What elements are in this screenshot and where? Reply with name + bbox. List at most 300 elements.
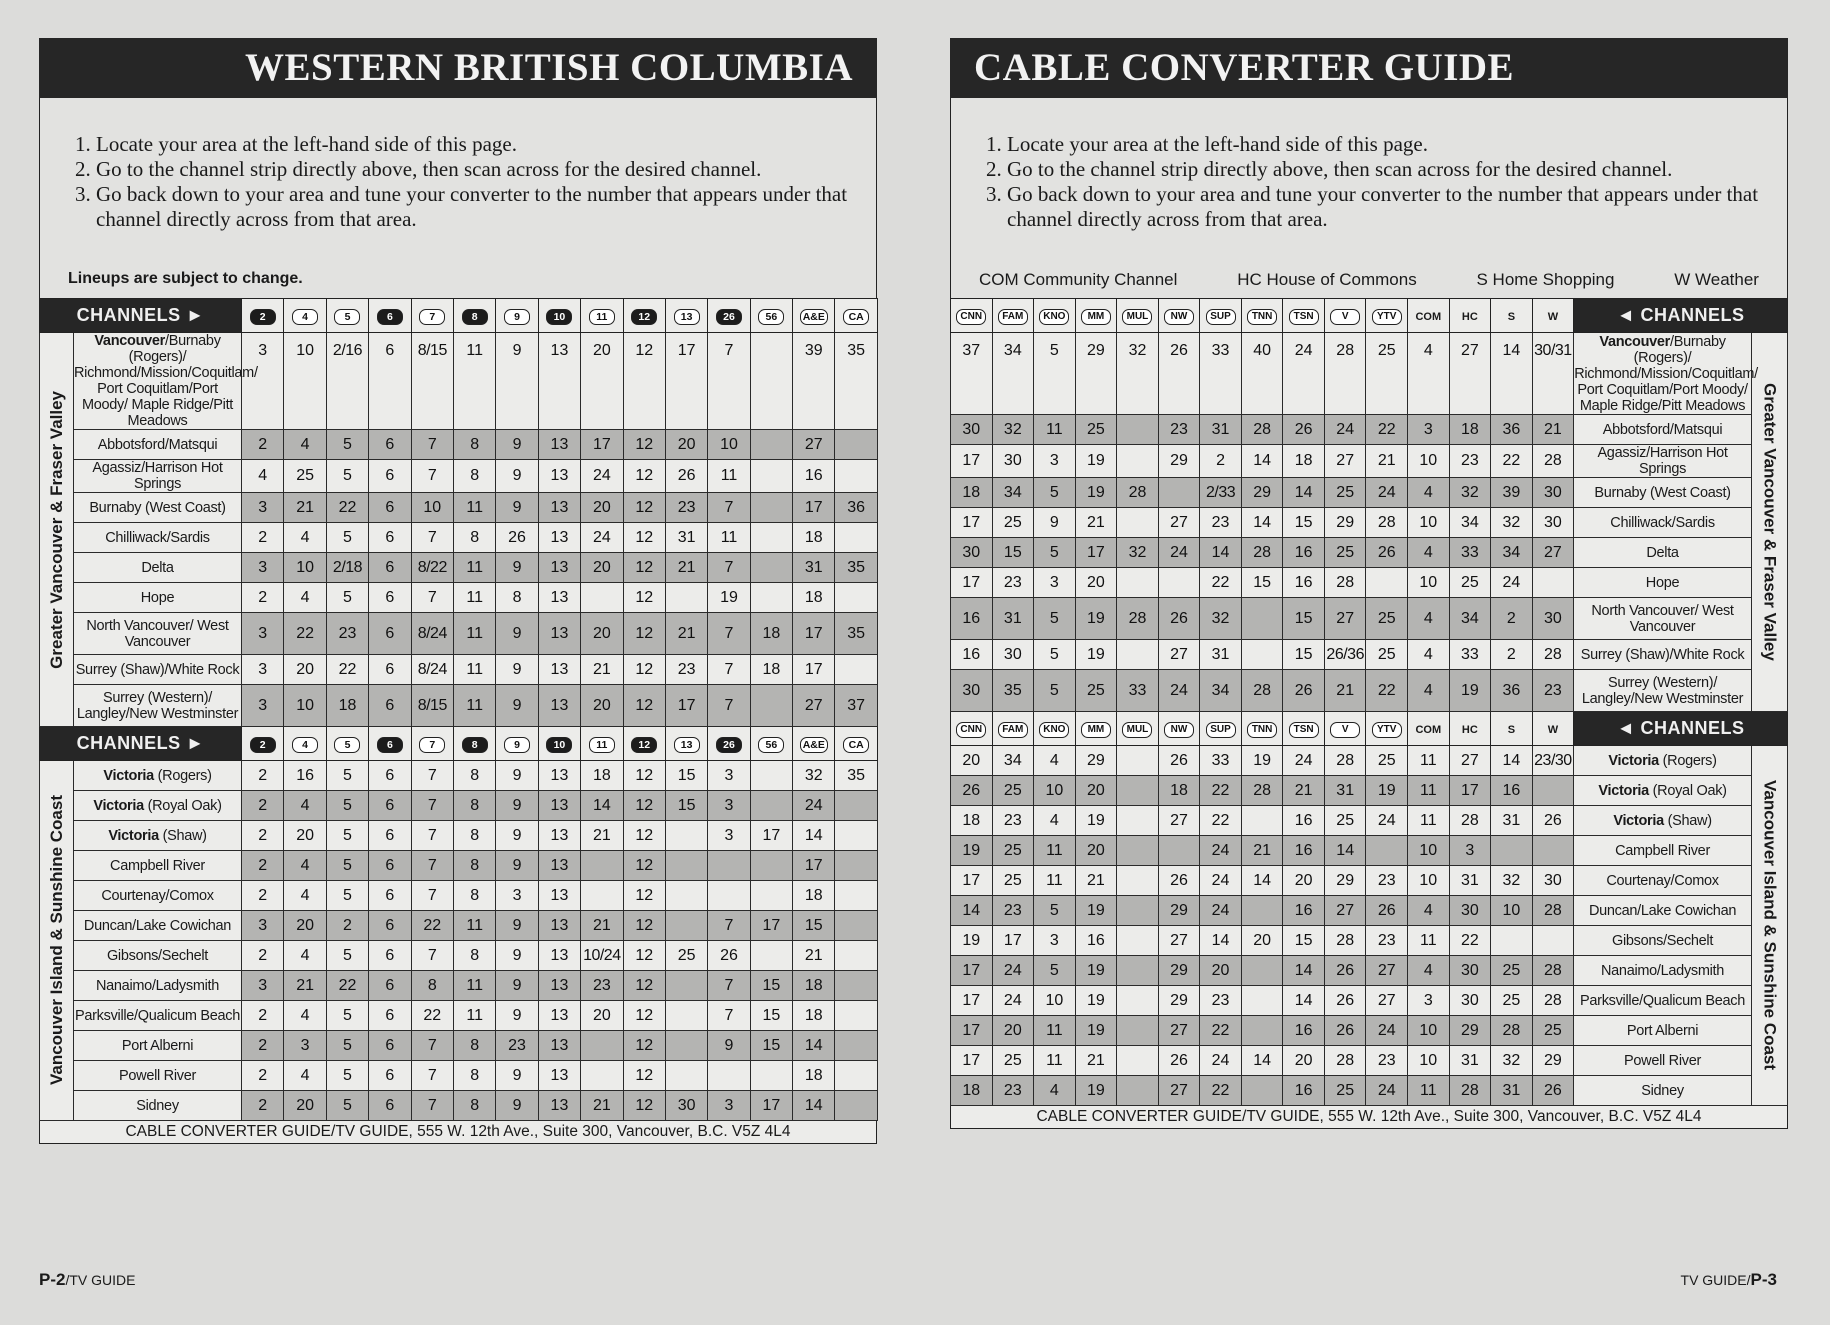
lineup-value-cell: 3 bbox=[242, 613, 284, 655]
lineup-value-cell: 3 bbox=[1034, 445, 1076, 478]
lineup-value-cell: 21 bbox=[1283, 776, 1325, 806]
area-name-cell: Parksville/Qualicum Beach bbox=[74, 1001, 242, 1031]
lineup-value-cell bbox=[750, 941, 792, 971]
lineup-value-cell: 23 bbox=[665, 655, 707, 685]
lineup-value-cell: 28 bbox=[1117, 598, 1159, 640]
lineup-value-cell: 2 bbox=[242, 791, 284, 821]
lineup-value-cell: 11 bbox=[453, 1001, 495, 1031]
table-row bbox=[951, 1016, 1788, 1046]
table-row bbox=[951, 746, 1788, 776]
lineup-value-cell: 2 bbox=[242, 761, 284, 791]
lineup-value-cell: 16 bbox=[1075, 926, 1117, 956]
lineup-value-cell: 5 bbox=[326, 523, 368, 553]
lineup-value-cell: 23/30 bbox=[1532, 746, 1574, 776]
lineup-value-cell: 4 bbox=[1408, 538, 1450, 568]
lineup-value-cell: 11 bbox=[1408, 776, 1450, 806]
lineup-value-cell: 25 bbox=[992, 776, 1034, 806]
lineup-value-cell: 16 bbox=[284, 761, 326, 791]
lineup-value-cell: 27 bbox=[1158, 640, 1200, 670]
lineup-value-cell: 8 bbox=[453, 791, 495, 821]
lineup-value-cell: 17 bbox=[750, 821, 792, 851]
table-row bbox=[40, 583, 878, 613]
channels-label: ◄ CHANNELS bbox=[1574, 299, 1788, 333]
lineup-value-cell: 20 bbox=[581, 1001, 623, 1031]
lineup-value-cell: 11 bbox=[453, 493, 495, 523]
page-title: CABLE CONVERTER GUIDE bbox=[950, 38, 1788, 98]
lineup-value-cell: 21 bbox=[581, 821, 623, 851]
lineup-value-cell: 36 bbox=[1491, 415, 1533, 445]
channel-badge: 56 bbox=[758, 309, 784, 325]
lineup-value-cell: 13 bbox=[538, 851, 580, 881]
lineup-value-cell: 18 bbox=[326, 685, 368, 727]
table-row bbox=[951, 836, 1788, 866]
lineup-value-cell: 20 bbox=[284, 821, 326, 851]
folio-right bbox=[1681, 1270, 1777, 1290]
instructions-box bbox=[39, 98, 877, 298]
channel-badge: MUL bbox=[1122, 722, 1152, 738]
channel-badge: CA bbox=[843, 737, 869, 753]
table-row bbox=[40, 333, 878, 430]
lineup-value-cell: 2 bbox=[326, 911, 368, 941]
lineup-value-cell: 10 bbox=[1408, 1046, 1450, 1076]
channel-badge: TSN bbox=[1289, 722, 1319, 738]
channel-badge: 2 bbox=[250, 737, 276, 753]
lineup-value-cell: 17 bbox=[581, 430, 623, 460]
lineup-value-cell: 10 bbox=[1408, 568, 1450, 598]
lineup-value-cell bbox=[581, 1061, 623, 1091]
lineup-value-cell: 15 bbox=[750, 1031, 792, 1061]
channel-badge: 5 bbox=[334, 737, 360, 753]
lineup-value-cell: 18 bbox=[793, 583, 835, 613]
channel-badge: NW bbox=[1164, 309, 1194, 325]
lineup-value-cell: 10 bbox=[284, 553, 326, 583]
lineup-value-cell: 17 bbox=[951, 956, 993, 986]
lineup-value-cell: 28 bbox=[1491, 1016, 1533, 1046]
lineup-value-cell bbox=[750, 430, 792, 460]
lineup-value-cell: 23 bbox=[496, 1031, 538, 1061]
lineup-value-cell: 3 bbox=[1034, 568, 1076, 598]
lineup-value-cell: 33 bbox=[1200, 746, 1242, 776]
lineup-value-cell: 27 bbox=[1158, 1016, 1200, 1046]
lineup-value-cell: 16 bbox=[1283, 568, 1325, 598]
lineup-value-cell: 2 bbox=[242, 941, 284, 971]
channel-header-cell bbox=[326, 727, 368, 761]
lineup-value-cell: 12 bbox=[623, 553, 665, 583]
lineup-value-cell: 25 bbox=[1491, 956, 1533, 986]
lineup-value-cell: 17 bbox=[951, 866, 993, 896]
area-name-cell bbox=[1574, 806, 1752, 836]
lineup-value-cell: 13 bbox=[538, 761, 580, 791]
channel-badge: YTV bbox=[1372, 722, 1402, 738]
region-label-cell bbox=[1751, 333, 1787, 712]
lineup-value-cell: 11 bbox=[708, 460, 750, 493]
lineup-value-cell: 18 bbox=[951, 478, 993, 508]
lineup-value-cell: 17 bbox=[793, 655, 835, 685]
lineup-value-cell: 12 bbox=[623, 460, 665, 493]
lineup-value-cell: 28 bbox=[1241, 415, 1283, 445]
lineup-value-cell: 14 bbox=[1283, 956, 1325, 986]
lineup-value-cell: 32 bbox=[1200, 598, 1242, 640]
lineup-value-cell: 9 bbox=[496, 460, 538, 493]
lineup-value-cell: 25 bbox=[1324, 806, 1366, 836]
lineup-value-cell: 8/22 bbox=[411, 553, 453, 583]
channel-header-cell bbox=[1324, 712, 1366, 746]
lineup-value-cell: 17 bbox=[665, 333, 707, 430]
area-name-cell: North Vancouver/ West Vancouver bbox=[1574, 598, 1752, 640]
lineup-value-cell: 23 bbox=[665, 493, 707, 523]
area-name-cell: Courtenay/Comox bbox=[74, 881, 242, 911]
lineup-value-cell: 28 bbox=[1532, 986, 1574, 1016]
lineup-value-cell bbox=[750, 685, 792, 727]
lineup-value-cell: 6 bbox=[369, 791, 411, 821]
lineup-value-cell: 30 bbox=[951, 538, 993, 568]
area-name-cell: Agassiz/Harrison Hot Springs bbox=[74, 460, 242, 493]
right-lineup-table bbox=[950, 298, 1788, 1106]
table-row bbox=[40, 685, 878, 727]
lineup-value-cell: 11 bbox=[453, 553, 495, 583]
lineup-value-cell: 5 bbox=[326, 583, 368, 613]
lineup-value-cell: 17 bbox=[793, 493, 835, 523]
lineup-value-cell: 4 bbox=[284, 1061, 326, 1091]
lineup-value-cell: 15 bbox=[1283, 508, 1325, 538]
area-name-cell bbox=[74, 791, 242, 821]
lineup-value-cell: 23 bbox=[992, 568, 1034, 598]
lineup-value-cell: 36 bbox=[835, 493, 877, 523]
lineup-value-cell: 14 bbox=[1241, 445, 1283, 478]
lineup-value-cell: 26 bbox=[1283, 670, 1325, 712]
lineup-value-cell: 30 bbox=[951, 670, 993, 712]
channel-header-cell bbox=[1324, 299, 1366, 333]
lineup-value-cell: 10 bbox=[1408, 836, 1450, 866]
lineup-value-cell bbox=[835, 971, 877, 1001]
lineup-value-cell: 7 bbox=[708, 613, 750, 655]
area-name-rest: (Shaw) bbox=[158, 827, 207, 844]
lineup-value-cell: 12 bbox=[623, 881, 665, 911]
lineup-value-cell: 39 bbox=[1491, 478, 1533, 508]
lineup-value-cell bbox=[1491, 926, 1533, 956]
table-row bbox=[951, 1046, 1788, 1076]
lineup-value-cell bbox=[1241, 956, 1283, 986]
lineup-value-cell: 28 bbox=[1324, 926, 1366, 956]
lineup-value-cell: 28 bbox=[1324, 1046, 1366, 1076]
lineup-value-cell bbox=[750, 523, 792, 553]
lineup-value-cell: 21 bbox=[581, 911, 623, 941]
lineup-value-cell: 25 bbox=[1075, 670, 1117, 712]
lineup-value-cell: 5 bbox=[326, 881, 368, 911]
channel-badge: NW bbox=[1164, 722, 1194, 738]
lineup-value-cell bbox=[665, 821, 707, 851]
channel-header-cell bbox=[708, 727, 750, 761]
lineup-value-cell: 13 bbox=[538, 881, 580, 911]
area-name-cell: Hope bbox=[1574, 568, 1752, 598]
lineup-value-cell: 34 bbox=[992, 746, 1034, 776]
channel-abbrev: W bbox=[1547, 310, 1559, 323]
lineup-value-cell: 5 bbox=[1034, 538, 1076, 568]
lineup-value-cell: 32 bbox=[1117, 333, 1159, 415]
table-row bbox=[40, 1061, 878, 1091]
instruction-step: 3. Go back down to your area and tune your converter to the number that appears under that channel directly across from that area. bbox=[1007, 182, 1767, 232]
lineup-value-cell: 11 bbox=[453, 971, 495, 1001]
table-row bbox=[40, 911, 878, 941]
channel-abbrev: HC bbox=[1461, 310, 1478, 323]
lineup-value-cell: 4 bbox=[1408, 640, 1450, 670]
channel-badge: 5 bbox=[334, 309, 360, 325]
lineup-value-cell: 3 bbox=[708, 821, 750, 851]
area-name-cell: Campbell River bbox=[1574, 836, 1752, 866]
lineup-value-cell: 6 bbox=[369, 821, 411, 851]
lineup-value-cell: 13 bbox=[538, 685, 580, 727]
channel-badge: MUL bbox=[1122, 309, 1152, 325]
channel-badge: 12 bbox=[631, 737, 657, 753]
lineup-value-cell: 25 bbox=[1366, 746, 1408, 776]
lineup-value-cell: 4 bbox=[284, 583, 326, 613]
lineup-value-cell: 23 bbox=[1158, 415, 1200, 445]
area-name-cell: Nanaimo/Ladysmith bbox=[74, 971, 242, 1001]
area-name-cell: Abbotsford/Matsqui bbox=[74, 430, 242, 460]
table-row bbox=[951, 806, 1788, 836]
table-row bbox=[40, 941, 878, 971]
lineup-value-cell bbox=[1241, 806, 1283, 836]
lineup-value-cell: 22 bbox=[326, 655, 368, 685]
lineup-value-cell: 16 bbox=[1283, 836, 1325, 866]
lineup-value-cell: 5 bbox=[326, 430, 368, 460]
channel-badge: V bbox=[1330, 309, 1360, 325]
lineup-value-cell bbox=[708, 1061, 750, 1091]
lineup-value-cell: 5 bbox=[326, 1061, 368, 1091]
lineup-value-cell: 3 bbox=[1408, 415, 1450, 445]
channel-header-cell bbox=[326, 299, 368, 333]
lineup-value-cell: 14 bbox=[793, 1031, 835, 1061]
channel-header-cell bbox=[1075, 712, 1117, 746]
lineup-value-cell: 30 bbox=[1449, 956, 1491, 986]
lineup-value-cell: 15 bbox=[1283, 598, 1325, 640]
lineup-value-cell bbox=[750, 761, 792, 791]
lineup-value-cell: 20 bbox=[992, 1016, 1034, 1046]
lineup-value-cell: 11 bbox=[1408, 1076, 1450, 1106]
lineup-value-cell: 9 bbox=[496, 971, 538, 1001]
lineup-value-cell: 35 bbox=[835, 613, 877, 655]
channel-badge: 12 bbox=[631, 309, 657, 325]
lineup-value-cell: 13 bbox=[538, 1031, 580, 1061]
lineup-value-cell: 12 bbox=[623, 911, 665, 941]
channel-header-cell bbox=[835, 727, 877, 761]
lineup-value-cell bbox=[665, 851, 707, 881]
channel-legend bbox=[979, 270, 1759, 290]
lineup-value-cell: 35 bbox=[835, 761, 877, 791]
area-name-cell: Surrey (Western)/ Langley/New Westminster bbox=[1574, 670, 1752, 712]
lineup-value-cell: 27 bbox=[1158, 806, 1200, 836]
channel-badge: 56 bbox=[758, 737, 784, 753]
lineup-value-cell: 9 bbox=[496, 1001, 538, 1031]
lineup-value-cell: 28 bbox=[1532, 956, 1574, 986]
channel-header-cell bbox=[951, 299, 993, 333]
lineup-value-cell: 13 bbox=[538, 1001, 580, 1031]
lineup-value-cell: 2/16 bbox=[326, 333, 368, 430]
lineup-value-cell: 32 bbox=[1491, 508, 1533, 538]
lineup-value-cell: 28 bbox=[1532, 896, 1574, 926]
lineup-value-cell: 24 bbox=[1283, 333, 1325, 415]
lineup-value-cell: 9 bbox=[496, 430, 538, 460]
lineup-value-cell bbox=[1117, 866, 1159, 896]
lineup-value-cell: 24 bbox=[793, 791, 835, 821]
lineup-value-cell: 13 bbox=[538, 523, 580, 553]
channel-badge: 11 bbox=[589, 737, 615, 753]
lineup-value-cell: 11 bbox=[1034, 836, 1076, 866]
lineup-value-cell: 9 bbox=[496, 851, 538, 881]
channels-header-row bbox=[951, 712, 1788, 746]
lineup-value-cell: 17 bbox=[951, 568, 993, 598]
lineup-value-cell: 7 bbox=[411, 851, 453, 881]
area-name-cell: Courtenay/Comox bbox=[1574, 866, 1752, 896]
lineup-value-cell: 15 bbox=[1241, 568, 1283, 598]
lineup-value-cell: 9 bbox=[496, 493, 538, 523]
lineup-value-cell: 3 bbox=[242, 655, 284, 685]
lineup-value-cell: 30 bbox=[1532, 598, 1574, 640]
lineup-value-cell bbox=[835, 460, 877, 493]
lineup-value-cell: 18 bbox=[951, 806, 993, 836]
lineup-value-cell: 6 bbox=[369, 430, 411, 460]
lineup-value-cell: 3 bbox=[1449, 836, 1491, 866]
lineup-value-cell bbox=[665, 1031, 707, 1061]
lineup-value-cell: 2 bbox=[242, 1001, 284, 1031]
channel-header-cell bbox=[1034, 712, 1076, 746]
lineup-value-cell: 2 bbox=[242, 821, 284, 851]
lineup-value-cell: 11 bbox=[708, 523, 750, 553]
lineup-value-cell: 13 bbox=[538, 1061, 580, 1091]
channel-badge: FAM bbox=[998, 722, 1028, 738]
lineup-value-cell: 9 bbox=[496, 941, 538, 971]
lineup-value-cell: 5 bbox=[1034, 670, 1076, 712]
lineup-value-cell: 25 bbox=[992, 508, 1034, 538]
folio-label: TV GUIDE/ bbox=[1680, 1272, 1751, 1288]
lineup-value-cell: 14 bbox=[1283, 478, 1325, 508]
lineup-value-cell: 22 bbox=[1200, 1016, 1242, 1046]
lineup-value-cell: 25 bbox=[1366, 333, 1408, 415]
lineup-value-cell bbox=[835, 791, 877, 821]
lineup-value-cell: 23 bbox=[992, 896, 1034, 926]
channel-abbrev: S bbox=[1507, 723, 1516, 736]
lineup-value-cell bbox=[1158, 836, 1200, 866]
lineup-value-cell: 26 bbox=[1158, 746, 1200, 776]
lineup-value-cell: 24 bbox=[1158, 538, 1200, 568]
lineup-value-cell: 27 bbox=[1158, 926, 1200, 956]
lineup-value-cell: 26 bbox=[496, 523, 538, 553]
lineup-value-cell bbox=[1158, 478, 1200, 508]
lineup-value-cell: 28 bbox=[1449, 1076, 1491, 1106]
lineup-value-cell: 13 bbox=[538, 460, 580, 493]
lineup-value-cell: 9 bbox=[496, 613, 538, 655]
lineup-value-cell: 9 bbox=[708, 1031, 750, 1061]
lineup-value-cell: 12 bbox=[623, 1061, 665, 1091]
lineup-value-cell bbox=[835, 1031, 877, 1061]
lineup-value-cell: 26 bbox=[1366, 896, 1408, 926]
channel-header-cell bbox=[1408, 299, 1450, 333]
table-row bbox=[40, 493, 878, 523]
channel-header-cell bbox=[538, 727, 580, 761]
lineup-value-cell bbox=[835, 430, 877, 460]
channel-badge: TSN bbox=[1289, 309, 1319, 325]
lineup-value-cell: 9 bbox=[1034, 508, 1076, 538]
lineup-value-cell: 20 bbox=[284, 655, 326, 685]
lineup-value-cell bbox=[750, 851, 792, 881]
lineup-value-cell: 28 bbox=[1324, 333, 1366, 415]
lineup-value-cell: 2 bbox=[1491, 640, 1533, 670]
lineup-value-cell: 28 bbox=[1449, 806, 1491, 836]
lineup-value-cell: 9 bbox=[496, 333, 538, 430]
area-name-bold: Victoria bbox=[1608, 752, 1659, 769]
legend-item: HC House of Commons bbox=[1237, 270, 1417, 289]
lineup-value-cell bbox=[581, 1031, 623, 1061]
channel-header-cell bbox=[1075, 299, 1117, 333]
lineup-value-cell: 10 bbox=[1408, 508, 1450, 538]
lineup-value-cell: 22 bbox=[326, 971, 368, 1001]
channel-header-cell bbox=[581, 727, 623, 761]
lineup-value-cell: 3 bbox=[496, 881, 538, 911]
lineup-value-cell: 2 bbox=[242, 1091, 284, 1121]
lineup-value-cell: 31 bbox=[1491, 1076, 1533, 1106]
lineup-value-cell: 17 bbox=[665, 685, 707, 727]
left-lineup-table bbox=[39, 298, 878, 1121]
lineup-value-cell bbox=[835, 583, 877, 613]
lineup-value-cell: 12 bbox=[623, 851, 665, 881]
lineup-value-cell: 10/24 bbox=[581, 941, 623, 971]
lineup-value-cell: 17 bbox=[951, 508, 993, 538]
lineup-value-cell: 34 bbox=[992, 333, 1034, 415]
area-name-rest: (Rogers) bbox=[1658, 752, 1717, 769]
channel-header-cell bbox=[538, 299, 580, 333]
area-name-cell: Parksville/Qualicum Beach bbox=[1574, 986, 1752, 1016]
channel-badge: MM bbox=[1081, 722, 1111, 738]
channel-header-cell bbox=[992, 299, 1034, 333]
channel-header-cell bbox=[453, 299, 495, 333]
lineup-value-cell: 11 bbox=[453, 911, 495, 941]
channel-badge: MM bbox=[1081, 309, 1111, 325]
lineup-value-cell: 34 bbox=[1491, 538, 1533, 568]
channel-header-cell bbox=[411, 727, 453, 761]
lineup-value-cell: 6 bbox=[369, 523, 411, 553]
lineup-value-cell: 11 bbox=[453, 613, 495, 655]
lineup-value-cell: 29 bbox=[1241, 478, 1283, 508]
lineup-value-cell: 6 bbox=[369, 911, 411, 941]
lineup-value-cell: 27 bbox=[1366, 986, 1408, 1016]
channel-header-cell bbox=[369, 727, 411, 761]
lineup-value-cell: 32 bbox=[992, 415, 1034, 445]
table-row bbox=[951, 598, 1788, 640]
table-row bbox=[951, 986, 1788, 1016]
channel-badge: SUP bbox=[1206, 722, 1236, 738]
lineup-value-cell: 26 bbox=[1532, 1076, 1574, 1106]
area-name-bold: Victoria bbox=[108, 827, 159, 844]
lineup-value-cell: 2/33 bbox=[1200, 478, 1242, 508]
lineup-value-cell: 15 bbox=[1283, 640, 1325, 670]
lineup-value-cell: 2 bbox=[242, 1061, 284, 1091]
lineup-value-cell bbox=[1117, 956, 1159, 986]
lineup-value-cell: 19 bbox=[1075, 986, 1117, 1016]
table-row bbox=[40, 971, 878, 1001]
lineup-value-cell: 7 bbox=[708, 971, 750, 1001]
lineup-value-cell: 23 bbox=[326, 613, 368, 655]
page-number: P-3 bbox=[1750, 1270, 1777, 1289]
channel-badge: SUP bbox=[1206, 309, 1236, 325]
channel-badge: 26 bbox=[716, 737, 742, 753]
channel-badge: 9 bbox=[504, 737, 530, 753]
lineup-value-cell: 10 bbox=[1408, 1016, 1450, 1046]
table-row bbox=[40, 655, 878, 685]
lineup-value-cell: 17 bbox=[951, 445, 993, 478]
lineup-value-cell: 19 bbox=[1075, 1016, 1117, 1046]
table-row bbox=[951, 508, 1788, 538]
lineup-value-cell: 7 bbox=[411, 1091, 453, 1121]
